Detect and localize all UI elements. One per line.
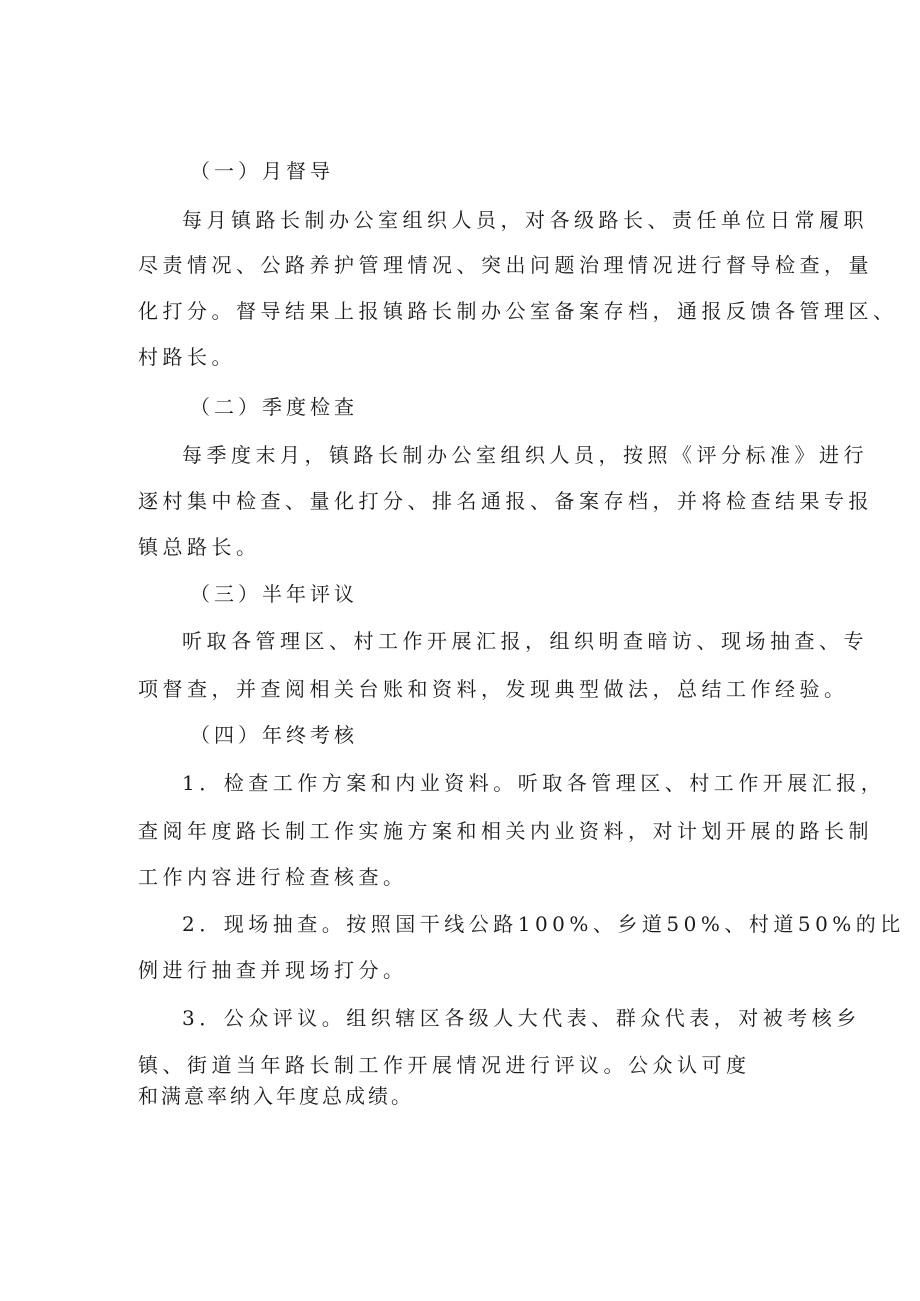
paragraph-line: 尽责情况、公路养护管理情况、突出问题治理情况进行督导检查，量 xyxy=(138,253,873,277)
paragraph-line: 2．现场抽查。按照国干线公路100%、乡道50%、村道50%的比 xyxy=(182,912,905,936)
paragraph-line: 镇、街道当年路长制工作开展情况进行评议。公众认可度 xyxy=(138,1053,751,1077)
paragraph-line: 3．公众评议。组织辖区各级人大代表、群众代表，对被考核乡 xyxy=(182,1006,861,1030)
paragraph-line: 逐村集中检查、量化打分、排名通报、备案存档，并将检查结果专报 xyxy=(138,489,873,513)
section-heading: （二）季度检查 xyxy=(190,395,358,419)
section-heading: （四）年终考核 xyxy=(190,723,358,747)
paragraph-line: 工作内容进行检查核查。 xyxy=(138,865,408,889)
section-heading: （一）月督导 xyxy=(190,159,334,183)
paragraph-line: 听取各管理区、村工作开展汇报，组织明查暗访、现场抽查、专 xyxy=(182,629,868,653)
paragraph-line: 例进行抽查并现场打分。 xyxy=(138,958,408,982)
paragraph-line: 查阅年度路长制工作实施方案和相关内业资料，对计划开展的路长制 xyxy=(138,819,873,843)
section-heading: （三）半年评议 xyxy=(190,582,358,606)
paragraph-line: 和满意率纳入年度总成绩。 xyxy=(138,1084,414,1108)
paragraph-line: 每季度末月，镇路长制办公室组织人员，按照《评分标准》进行 xyxy=(182,443,868,467)
paragraph-line: 村路长。 xyxy=(138,345,236,369)
paragraph-line: 镇总路长。 xyxy=(138,535,261,559)
paragraph-line: 1．检查工作方案和内业资料。听取各管理区、村工作开展汇报， xyxy=(182,771,886,795)
paragraph-line: 化打分。督导结果上报镇路长制办公室备案存档，通报反馈各管理区、 xyxy=(138,299,898,323)
paragraph-line: 每月镇路长制办公室组织人员，对各级路长、责任单位日常履职 xyxy=(182,208,868,232)
paragraph-line: 项督查，并查阅相关台账和资料，发现典型做法，总结工作经验。 xyxy=(138,677,849,701)
